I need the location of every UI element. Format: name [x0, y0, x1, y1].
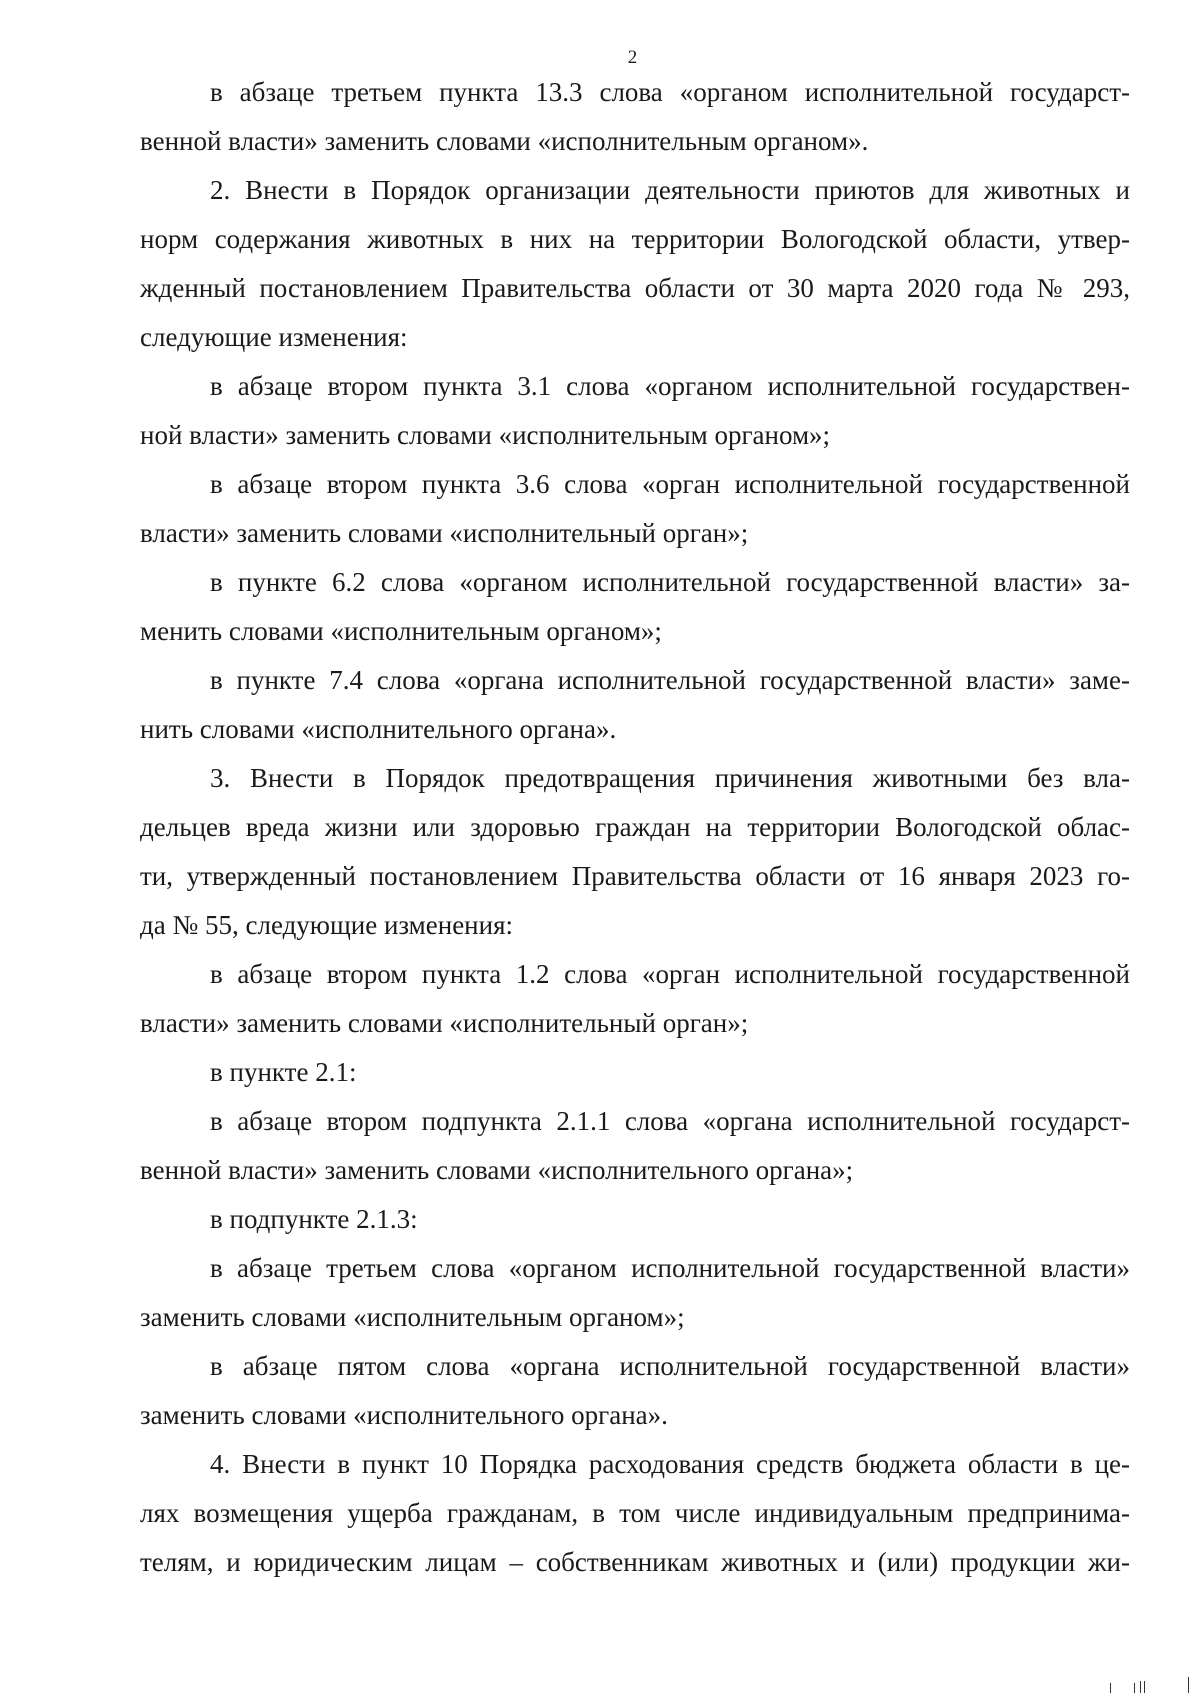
text-line: 3. Внести в Порядок предотвращения причинения животными без вла- — [210, 763, 1130, 793]
text-line: власти» заменить словами «исполнительный орган»; — [140, 518, 749, 548]
text-line: в подпункте 2.1.3: — [210, 1204, 418, 1234]
text-line: 2. Внести в Порядок организации деятельности приютов для животных и — [210, 175, 1130, 205]
text-line: в абзаце третьем пункта 13.3 слова «органом исполнительной государст- — [210, 77, 1130, 107]
page-number: 2 — [627, 47, 638, 68]
text-line: в абзаце втором пункта 1.2 слова «орган исполнительной государственной — [210, 959, 1130, 989]
text-line: в абзаце втором пункта 3.6 слова «орган исполнительной государственной — [210, 469, 1130, 499]
text-line: в абзаце третьем слова «органом исполнительной государственной власти» — [210, 1253, 1130, 1283]
text-line: заменить словами «исполнительного органа». — [140, 1400, 668, 1430]
text-line: лях возмещения ущерба гражданам, в том числе индивидуальным предпринима- — [140, 1498, 1130, 1528]
text-line: в абзаце втором подпункта 2.1.1 слова «органа исполнительной государст- — [210, 1106, 1130, 1136]
text-line: в абзаце втором пункта 3.1 слова «органом исполнительной государствен- — [210, 371, 1130, 401]
text-line: жденный постановлением Правительства области от 30 марта 2020 года № 293, — [140, 273, 1130, 303]
text-line: в пункте 6.2 слова «органом исполнительной государственной власти» за- — [210, 567, 1130, 597]
text-line: нить словами «исполнительного органа». — [140, 714, 617, 744]
text-line: менить словами «исполнительным органом»; — [140, 616, 662, 646]
scan-edge-marks — [1040, 1675, 1200, 1693]
text-line: власти» заменить словами «исполнительный орган»; — [140, 1008, 749, 1038]
text-line: в пункте 2.1: — [210, 1057, 357, 1087]
text-line: в пункте 7.4 слова «органа исполнительной государственной власти» заме- — [210, 665, 1130, 695]
text-line: ной власти» заменить словами «исполнительным органом»; — [140, 420, 831, 450]
text-line: заменить словами «исполнительным органом»; — [140, 1302, 685, 1332]
document-body — [140, 68, 1130, 1587]
text-line: в абзаце пятом слова «органа исполнительной государственной власти» — [210, 1351, 1130, 1381]
text-line: венной власти» заменить словами «исполнительного органа»; — [140, 1155, 854, 1185]
text-line: норм содержания животных в них на территории Вологодской области, утвер- — [140, 224, 1130, 254]
text-line: ти, утвержденный постановлением Правительства области от 16 января 2023 го- — [140, 861, 1130, 891]
text-line: венной власти» заменить словами «исполнительным органом». — [140, 126, 869, 156]
text-line: следующие изменения: — [140, 322, 408, 352]
text-line: дельцев вреда жизни или здоровью граждан на территории Вологодской облас- — [140, 812, 1130, 842]
text-line: телям, и юридическим лицам – собственникам животных и (или) продукции жи- — [140, 1547, 1130, 1577]
text-line: да № 55, следующие изменения: — [140, 910, 514, 940]
text-line: 4. Внести в пункт 10 Порядка расходования средств бюджета области в це- — [210, 1449, 1130, 1479]
